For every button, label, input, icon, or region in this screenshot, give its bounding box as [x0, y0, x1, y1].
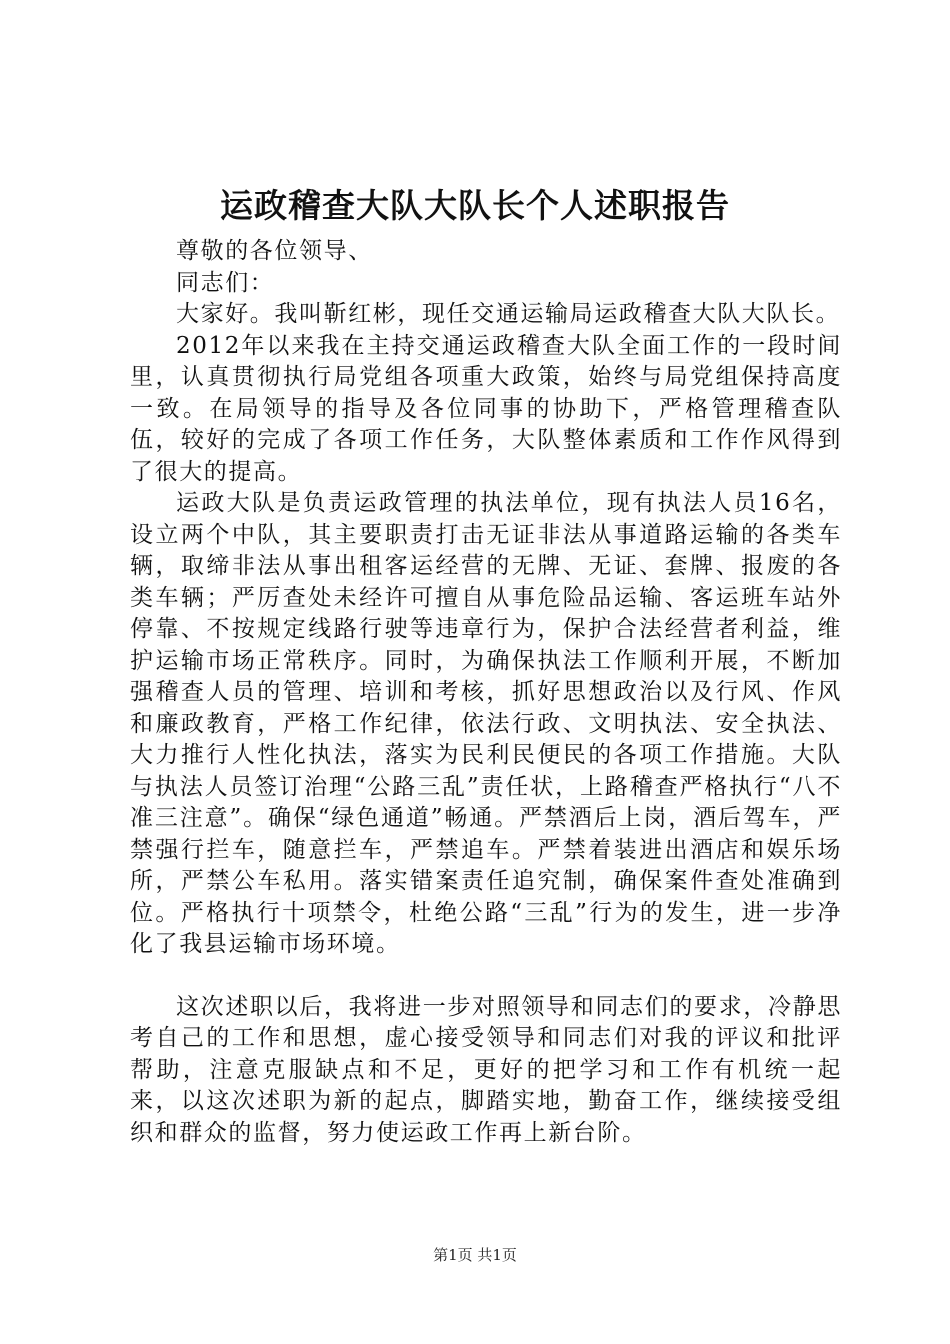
page-footer: 第1页 共1页	[433, 1246, 517, 1264]
conclusion-paragraph: 这次述职以后，我将进一步对照领导和同志们的要求，冷静思考自己的工作和思想，虚心接受领导和同志们对我的评议和批评帮助，注意克服缺点和不足，更好的把学习和工作有机统一起来，以这次述职为新的起点，脚踏实地，勤奋工作，继续接受组织和群众的监督，努力使运政工作再上新台阶。	[130, 993, 842, 1146]
salutation-line-2: 同志们：	[176, 269, 275, 296]
greeting-paragraph: 大家好。我叫靳红彬，现任交通运输局运政稽查大队大队长。	[176, 301, 841, 327]
work-summary-paragraph: 2012年以来我在主持交通运政稽查大队全面工作的一段时间里，认真贯彻执行局党组各项重大政策，始终与局党组保持高度一致。在局领导的指导及各位同事的协助下，严格管理稽查队伍，较好的完成了各项工作任务，大队整体素质和工作作风得到了很大的提高。	[130, 332, 842, 485]
duties-paragraph: 运政大队是负责运政管理的执法单位，现有执法人员16名，设立两个中队，其主要职责打击无证非法从事道路运输的各类车辆，取缔非法从事出租客运经营的无牌、无证、套牌、报废的各类车辆；严厉查处未经许可擅自从事危险品运输、客运班车站外停靠、不按规定线路行驶等违章行为，保护合法经营者利益，维护运输市场正常秩序。同时，为确保执法工作顺利开展，不断加强稽查人员的管理、培训和考核，抓好思想政治以及行风、作风和廉政教育，严格工作纪律，依法行政、文明执法、安全执法、大力推行人性化执法，落实为民利民便民的各项工作措施。大队与执法人员签订治理“公路三乱”责任状，上路稽查严格执行“八不准三注意”。确保“绿色通道”畅通。严禁酒后上岗，酒后驾车，严禁强行拦车，随意拦车，严禁追车。严禁着装进出酒店和娱乐场所，严禁公车私用。落实错案责任追究制，确保案件查处准确到位。严格执行十项禁令，杜绝公路“三乱”行为的发生，进一步净化了我县运输市场环境。	[130, 490, 842, 957]
document-body	[130, 236, 842, 1149]
document-title: 运政稽查大队大队长个人述职报告	[220, 186, 730, 225]
salutation-line-1: 尊敬的各位领导、	[176, 238, 373, 264]
